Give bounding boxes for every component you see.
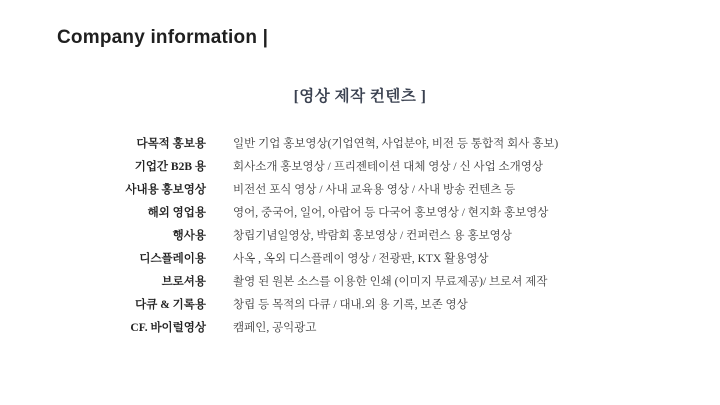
row-description: 일반 기업 홍보영상(기업연혁, 사업분야, 비전 등 통합적 회사 홍보) [233, 137, 559, 150]
table-row [110, 315, 676, 338]
table-row [110, 269, 676, 292]
row-description: 비전선 포식 영상 / 사내 교육용 영상 / 사내 방송 컨텐츠 등 [233, 183, 516, 196]
row-label: 다목적 홍보용 [136, 137, 206, 150]
row-description: 창립 등 목적의 다큐 / 대내.외 용 기록, 보존 영상 [233, 298, 468, 311]
row-description: 회사소개 홍보영상 / 프리젠테이션 대체 영상 / 신 사업 소개영상 [233, 160, 543, 173]
row-label: 행사용 [172, 229, 206, 242]
row-description: 영어, 중국어, 일어, 아랍어 등 다국어 홍보영상 / 현지화 홍보영상 [233, 206, 549, 219]
row-label: 사내용 홍보영상 [125, 183, 206, 196]
table-row [110, 246, 676, 269]
table-row [110, 292, 676, 315]
row-label: CF. 바이럴영상 [130, 321, 206, 334]
page-title: Company information | [57, 27, 269, 48]
row-description: 사옥 , 옥외 디스플레이 영상 / 전광판, KTX 활용영상 [233, 252, 489, 265]
content-table [110, 131, 676, 338]
row-label: 브로셔용 [161, 275, 206, 288]
row-description: 촬영 된 원본 소스를 이용한 인쇄 (이미지 무료제공)/ 브로셔 제작 [233, 275, 548, 288]
table-row [110, 177, 676, 200]
row-description: 창립기념일영상, 박람회 홍보영상 / 컨퍼런스 용 홍보영상 [233, 229, 512, 242]
section-header: [영상 제작 컨텐츠 ] [293, 88, 427, 105]
row-label: 기업간 B2B 용 [134, 160, 206, 173]
row-label: 다큐 & 기록용 [135, 298, 206, 311]
row-label: 해외 영업용 [147, 206, 206, 219]
table-row [110, 154, 676, 177]
table-row [110, 223, 676, 246]
table-row [110, 131, 676, 154]
row-label: 디스플레이용 [139, 252, 206, 265]
row-description: 캠페인, 공익광고 [233, 321, 317, 334]
table-row [110, 200, 676, 223]
